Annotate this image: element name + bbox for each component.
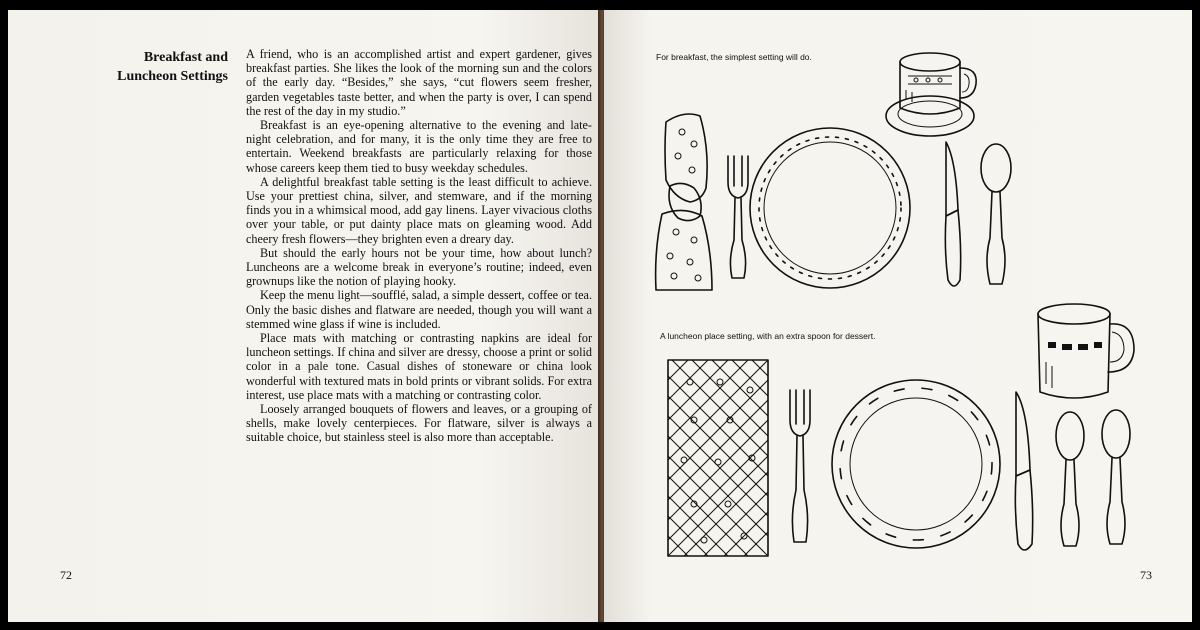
breakfast-knife-icon: [945, 142, 960, 286]
page-number-left: 72: [60, 568, 72, 582]
paragraph: Keep the menu light—soufflé, salad, a simple dessert, coffee or tea. Only the basic dishes and flatware are needed, though you will want a stemmed wine glass if wine is included.: [246, 288, 592, 331]
luncheon-fork-icon: [790, 390, 810, 542]
luncheon-plate-icon: [832, 380, 1000, 548]
page-number-right: 73: [1140, 568, 1152, 582]
luncheon-napkin-icon: [668, 360, 768, 556]
paragraph: Loosely arranged bouquets of flowers and leaves, or a grouping of shells, make lovely centerpieces. For flatware, silver is always a suitable choice, but stainless steel is also more than acceptable.: [246, 402, 592, 445]
breakfast-plate-icon: [750, 128, 910, 288]
left-page: [8, 10, 600, 622]
paragraph: But should the early hours not be your time, how about lunch? Luncheons are a welcome break in everyone’s routine; indeed, even grownups like the notion of playing hooky.: [246, 245, 592, 289]
luncheon-caption: A luncheon place setting, with an extra spoon for dessert.: [660, 331, 876, 341]
breakfast-spoon-icon: [981, 144, 1011, 284]
body-text: [246, 47, 592, 445]
table-setting-illustrations: [604, 10, 1192, 622]
luncheon-setting: [668, 304, 1134, 556]
breakfast-caption: For breakfast, the simplest setting will do.: [656, 52, 812, 62]
breakfast-napkin-icon: [656, 114, 712, 290]
breakfast-setting: [656, 53, 1011, 290]
paragraph: A delightful breakfast table setting is the least difficult to achieve. Use your prettiest china, silver, and stemware, and if the morning finds you in a whimsical mood, add gay linens. Layer vivacious cloths over your table, or put dainty place mats on gleaming wood. Add cheery fresh flowers—they brighten even a dreary day.: [246, 174, 592, 246]
book-spread: [8, 10, 1192, 622]
paragraph: A friend, who is an accomplished artist and expert gardener, gives breakfast parties. She likes the look of the morning sun and the colors of the early day. “Besides,” she says, “cut flowers seem fresher, garden vegetables taste better, and when the party is over, I can spend the rest of the day in my studio.”: [246, 47, 592, 118]
luncheon-knife-icon: [1015, 392, 1032, 550]
right-page: [604, 10, 1192, 622]
dessert-spoon-icon: [1102, 410, 1130, 544]
breakfast-cup-icon: [886, 53, 976, 136]
paragraph: Breakfast is an eye-opening alternative to the evening and late-night celebration, and for many, it is the only time they are free to entertain. Weekend breakfasts are particularly relaxing for those whose careers keep them tied to busy weekday schedules.: [246, 118, 592, 175]
breakfast-fork-icon: [728, 156, 748, 278]
luncheon-mug-icon: [1038, 304, 1134, 398]
luncheon-spoon-icon: [1056, 412, 1084, 546]
section-heading: Breakfast and Luncheon Settings: [117, 50, 228, 84]
paragraph: Place mats with matching or contrasting napkins are ideal for luncheon settings. If china and silver are dressy, choose a print or solid color in a pale tone. Casual dishes of stoneware or china look wonderful with textured mats in bold prints or vibrant solids. For extra interest, use place mats with a matching or contrasting color.: [246, 331, 592, 402]
